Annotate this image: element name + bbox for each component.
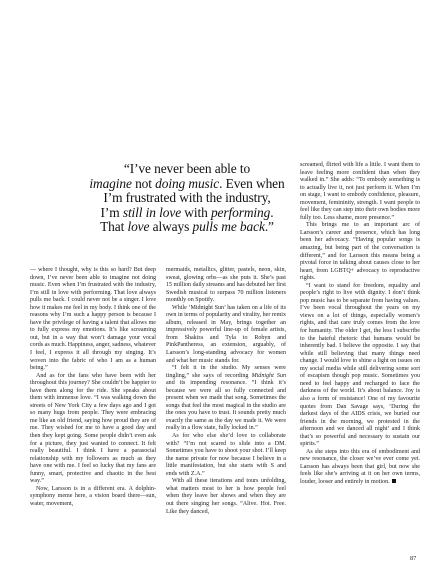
pull-quote-emphasis: doing music xyxy=(155,175,220,191)
pull-quote-line-1: “I’ve never been able to xyxy=(123,161,251,176)
pull-quote-text: I’m xyxy=(100,204,123,220)
paragraph-text: As she steps into this era of embodiment and new resonance, the closer we’ve ever come yet. Larsson has always been that girl, but now she feels like she’s arriving at it on her own terms, louder, looser and entirely in motion. xyxy=(300,448,420,485)
pull-quote-text: . xyxy=(270,204,274,220)
paragraph xyxy=(166,365,286,433)
pull-quote-text: always xyxy=(149,219,193,235)
pull-quote-line-4 xyxy=(76,206,298,221)
page-number: 87 xyxy=(410,555,417,562)
paragraph: mermaids, metallics, glitter, pastels, neon, skin, sweat, glowing orbs—as she puts it. She’s past 15 million daily streams and has debuted her first Swedish musical to surpass 70 million listeners monthly on Spotify. xyxy=(166,267,286,304)
pull-quote-line-2 xyxy=(76,177,298,192)
paragraph: As for who else she’d love to collaborate with? “I’m not scared to slide into a DM. Sometimes you have to shoot your shot. I’ll keep the name private for now because I believe in a little manifestation, but she starts with S and ends with Z.A.” xyxy=(166,433,286,477)
paragraph: While ‘Midnight Sun’ has taken on a life of its own in terms of popularity and virality, her remix album, released in May, brings together an impressively powerful line-up of female artists, from Shakira and Tyla to Robyn and PinkPantheress, an extension, arguably, of Larsson’s long-standing advocacy for women and what her music stands for. xyxy=(166,304,286,364)
paragraph-text: “I felt it in the studio. My senses were tingling,” she says of recording xyxy=(166,365,286,379)
body-column-3 xyxy=(300,162,420,487)
pull-quote-text: . Even when xyxy=(219,175,285,191)
end-mark-icon xyxy=(392,479,396,483)
paragraph-text: and its impending resonance. “I think it’s because we were all so fully connected and present when we made that song. Sometimes the songs that feel the most magical in the studio are the ones you have to trust. It sounds pretty much exactly the same as the day we made it. We were really in a flow state, fully locked in.” xyxy=(166,380,286,432)
pull-quote-line-5 xyxy=(76,220,298,235)
paragraph: This brings me to an important arc of Larsson’s career and presence, which has long been her advocacy. “Having popular songs is amazing, but being part of the conversation is different,” and for Larsson this means being a pivotal force in talking about causes close to her heart, from LGBTQ+ advocacy to reproductive rights. xyxy=(300,222,420,282)
pull-quote-line-3: I’m frustrated with the industry, xyxy=(103,190,271,206)
paragraph: — where I thought, why is this so hard? But deep down, I’ve never been able to imagine not doing music. Even when I’m frustrated with the industry, I’m still in love with performing. That love always pulls me back. I could never not be a singer. I love how it makes me feel in my body. I think one of the reasons why I’m such a happy person is because I have the privilege of having a talent that allows me to fully express my emotions. It’s like screaming out, but in a way that won’t damage your vocal cords as much. Happiness, anger, sadness, whatever I feel, I express it all through my singing. It’s woven into the fabric of who I am as a human being.” xyxy=(30,267,156,372)
pull-quote-text: not xyxy=(131,175,156,191)
album-title: Midnight Sun xyxy=(251,372,286,379)
pull-quote-emphasis: love xyxy=(127,219,150,235)
body-column-1 xyxy=(30,267,156,509)
paragraph: “I want to stand for freedom, equality and people’s right to live with dignity. I don’t think pop music has to be separate from having values. I’ve been vocal throughout the years on my views on a lot of things, especially women’s rights, and that care truly comes from the love for humanity. The older I get, the less I subscribe to the hateful rhetoric that humans would be inherently bad. I believe the opposite. I say that while still believing that many things need change. I would love to shine a light on issues on my social media while still delivering some sort of escapism though pop music. Sometimes you need to feel happy and recharged to face the darkness of the world. It’s about balance. Joy is also a form of resistance! One of my favourite quotes from Dan Savage says, ‘During the darkest days of the AIDS crisis, we buried our friends in the morning, we protested in the afternoon and we danced all night’ and I think that’s so powerful and necessary to sustain our spirits.” xyxy=(300,282,420,448)
paragraph: Now, Larsson is in a different era. A dolphin-symphony meme here, a vision board there—sun, water, movement, xyxy=(30,485,156,507)
paragraph: And as for the fans who have been with her throughout this journey? She couldn’t be happier to have them along for the ride. She speaks about them with immense love. “I was walking down the streets of New York City a few days ago and I got so many hugs from people. They were embracing me like an old friend, saying how proud they are of me. They wished for me to have a good day and then they kept going. Some people didn’t even ask for a picture, they just wanted to connect. It felt really beautiful. I think I have a parasocial relationship with my followers as much as they have one with me. I feel so lucky that my fans are funny, smart, protective and chaotic in the best way.” xyxy=(30,372,156,485)
paragraph: With all these iterations and tours unfolding, what matters most to her is how people feel when they leave her shows and when they are out there singing her songs. “Alive. Hot. Free. Like they danced, xyxy=(166,478,286,515)
paragraph: screamed, flirted with life a little. I want them to leave feeling more confident than when they walked in.” She adds: “To embody something is to actually live it, not just perform it. When I’m on stage, I want to embody confidence, pleasure, movement, femininity, strength. I want people to feel like they can step into their own bodies more fully too. Less shame, more presence.” xyxy=(300,162,420,221)
pull-quote-text: .” xyxy=(264,219,274,235)
paragraph xyxy=(300,449,420,487)
pull-quote-text: with xyxy=(181,204,211,220)
pull-quote xyxy=(76,162,298,235)
pull-quote-text: That xyxy=(100,219,128,235)
body-column-2 xyxy=(166,267,286,516)
pull-quote-emphasis: pulls me back xyxy=(192,219,265,235)
pull-quote-emphasis: performing xyxy=(210,204,271,220)
pull-quote-emphasis: still in love xyxy=(122,204,182,220)
pull-quote-emphasis: imagine xyxy=(89,175,132,191)
